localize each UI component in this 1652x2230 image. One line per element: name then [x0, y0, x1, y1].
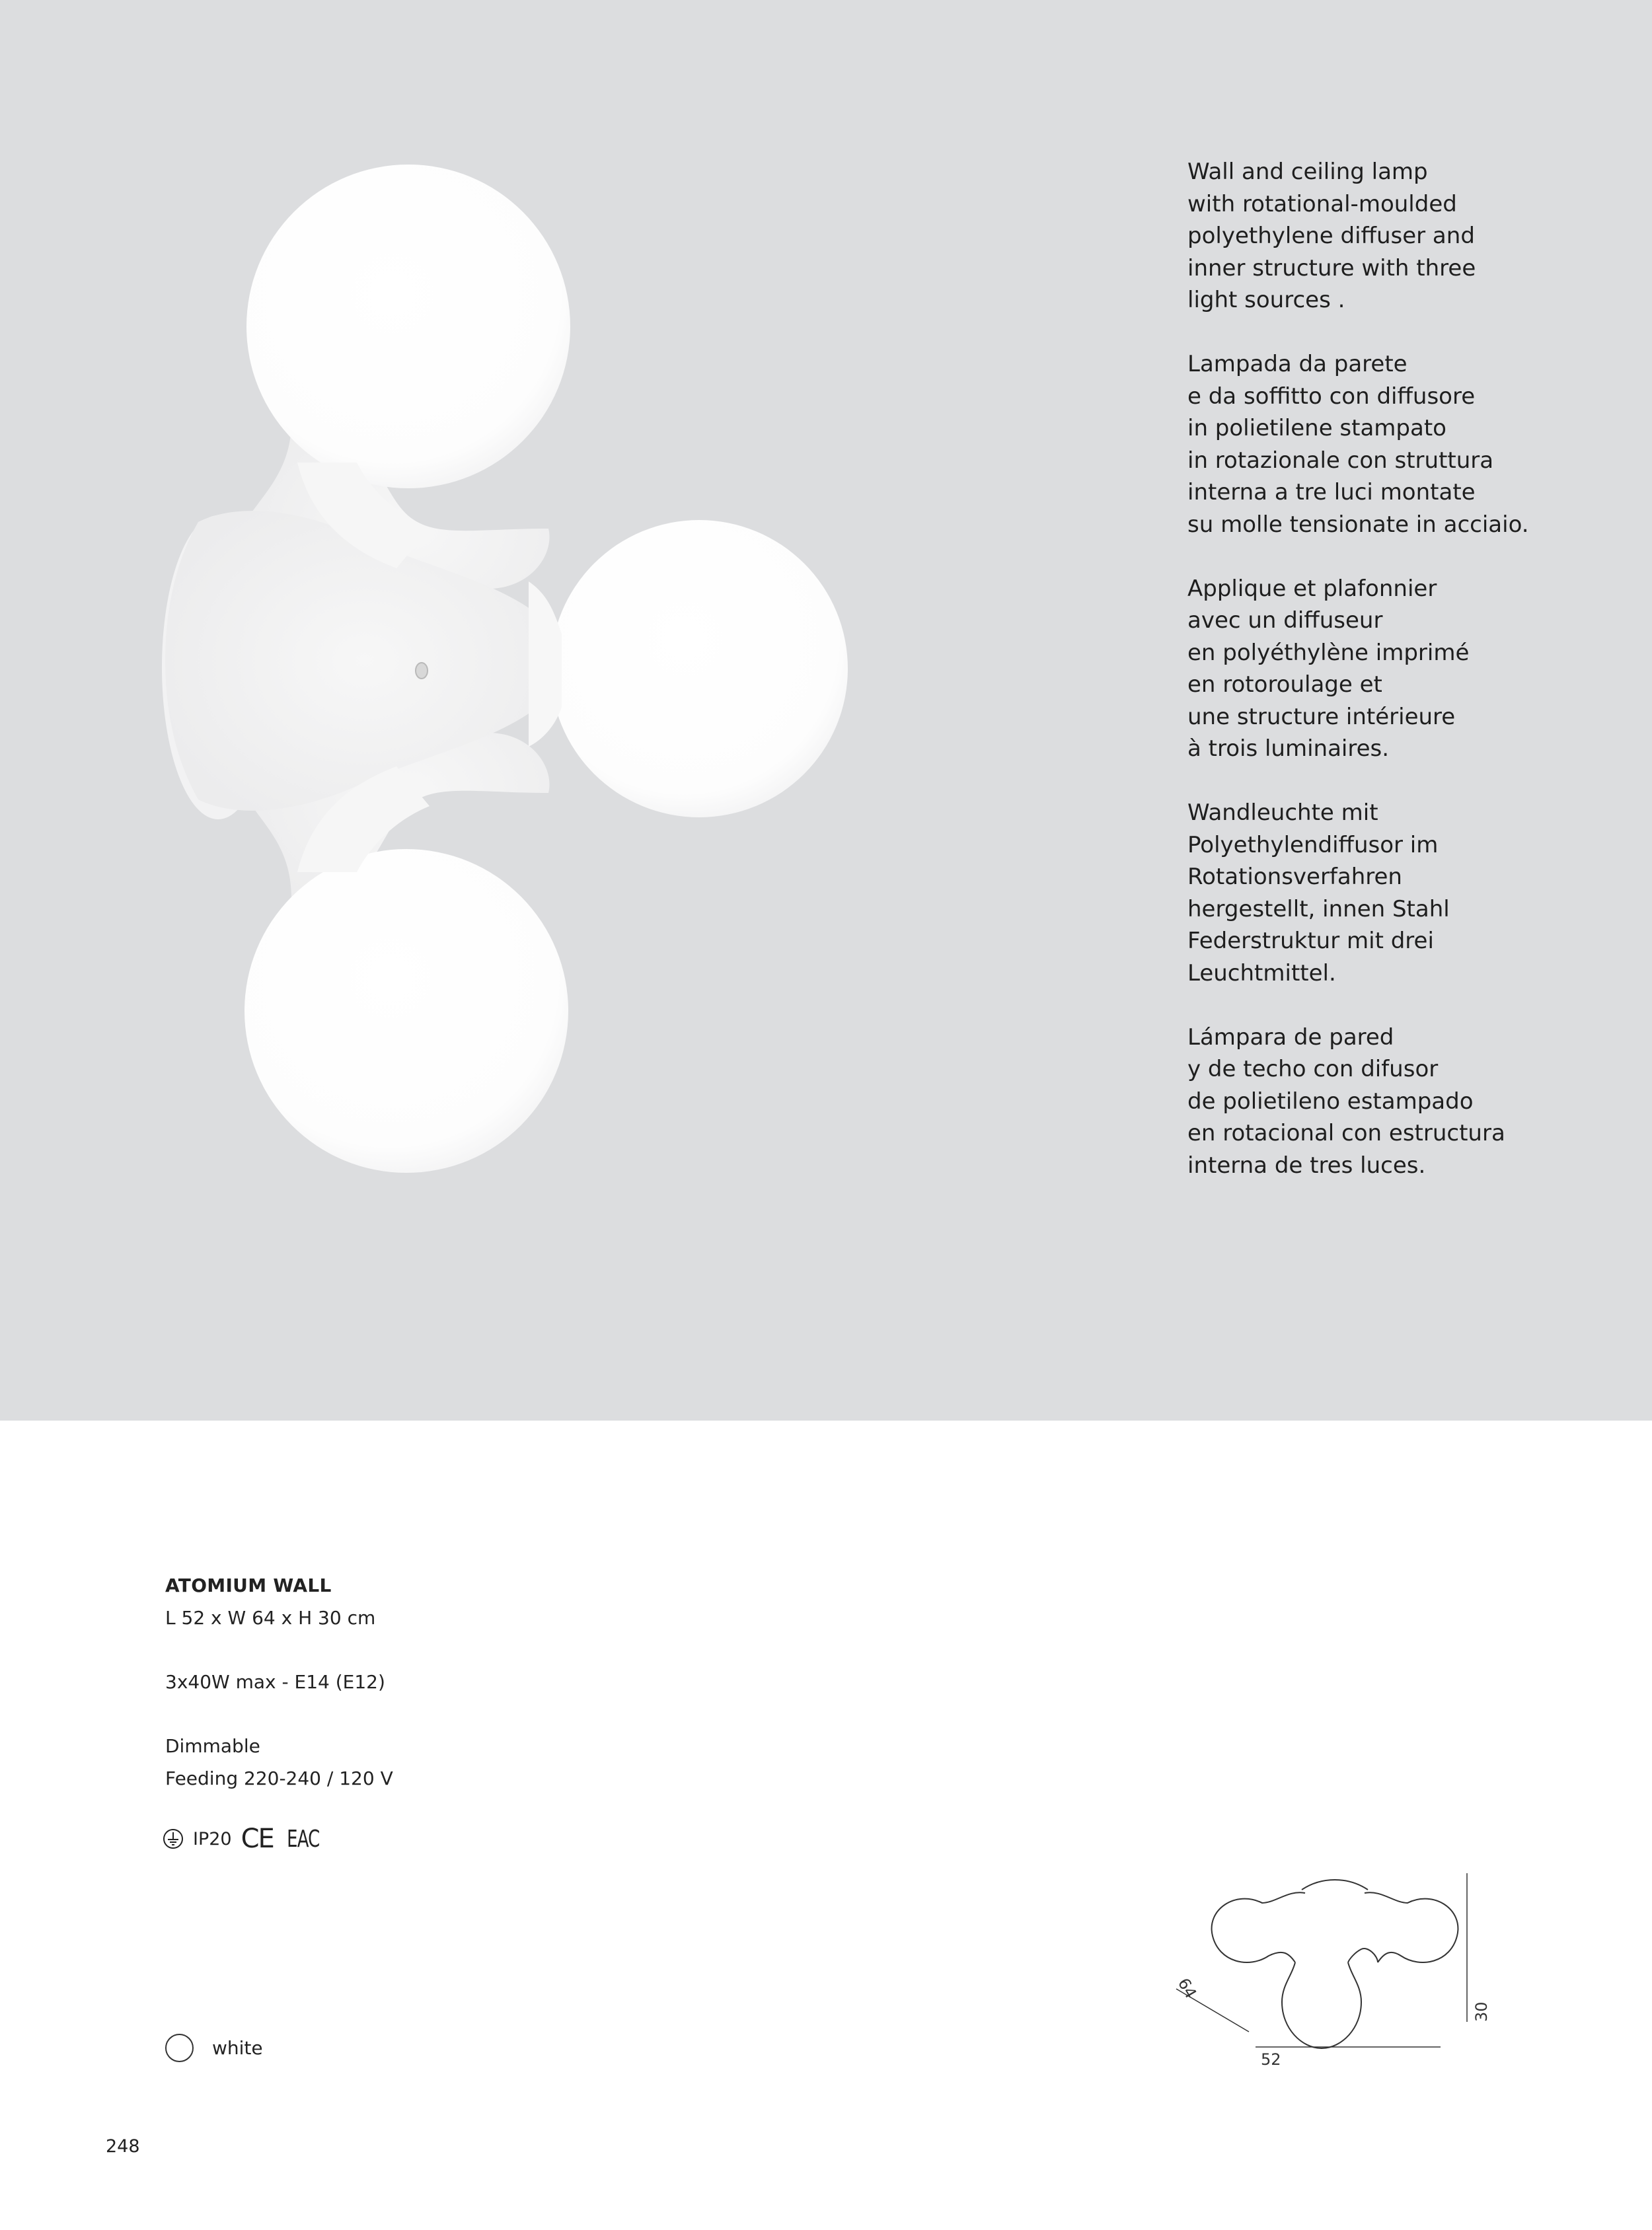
description-line: in polietilene stampato [1187, 415, 1446, 441]
description-de [1187, 797, 1617, 989]
depth-label: 64 [1174, 1975, 1201, 2002]
color-swatch-icon [165, 2034, 194, 2062]
description-line: avec un diffuseur [1187, 607, 1383, 634]
description-line: interna de tres luces. [1187, 1152, 1426, 1179]
product-dimensions: L 52 x W 64 x H 30 cm [165, 1607, 376, 1629]
width-label: 52 [1261, 2050, 1281, 2069]
description-line: in rotazionale con struttura [1187, 447, 1494, 474]
description-line: su molle tensionate in acciaio. [1187, 511, 1529, 538]
ip-rating: IP20 [193, 1828, 232, 1849]
description-line: e da soffitto con diffusore [1187, 383, 1476, 410]
color-label: white [212, 2037, 263, 2059]
description-line: Polyethylendiffusor im [1187, 831, 1439, 858]
description-line: en rotoroulage et [1187, 671, 1382, 698]
product-power: 3x40W max - E14 (E12) [165, 1671, 385, 1693]
earth-ground-icon [163, 1828, 184, 1849]
product-feeding: Feeding 220-240 / 120 V [165, 1767, 393, 1789]
description-line: interna a tre luci montate [1187, 479, 1476, 505]
certification-marks [163, 1824, 323, 1854]
description-line: en rotacional con estructura [1187, 1120, 1505, 1146]
ce-mark-icon: CE [241, 1824, 274, 1854]
color-option [165, 2034, 263, 2062]
description-line: une structure intérieure [1187, 703, 1456, 730]
description-line: en polyéthylène imprimé [1187, 639, 1470, 666]
description-line: Lámpara de pared [1187, 1023, 1394, 1051]
product-dimmable: Dimmable [165, 1735, 260, 1757]
description-line: Leuchtmittel. [1187, 959, 1336, 986]
product-specs [165, 1569, 393, 1795]
description-line: with rotational-moulded [1187, 190, 1457, 217]
description-line: Federstruktur mit drei [1187, 928, 1434, 954]
description-line: Lampada da parete [1187, 351, 1408, 377]
description-line: polyethylene diffuser and [1187, 223, 1475, 249]
description-it [1187, 348, 1617, 540]
description-line: de polietileno estampado [1187, 1088, 1474, 1115]
description-line: y de techo con difusor [1187, 1056, 1439, 1082]
description-fr [1187, 573, 1617, 765]
lamp-photo [0, 0, 925, 1421]
description-line: Applique et plafonnier [1187, 575, 1437, 602]
product-name: ATOMIUM WALL [165, 1575, 332, 1596]
dimension-drawing [1150, 1863, 1520, 2075]
description-line: Wall and ceiling lamp [1187, 159, 1428, 185]
eac-mark-icon: EAC [286, 1825, 320, 1853]
description-line: à trois luminaires. [1187, 735, 1390, 762]
page-number: 248 [106, 2136, 140, 2157]
description-line: Rotationsverfahren [1187, 864, 1402, 890]
description-line: hergestellt, innen Stahl [1187, 895, 1450, 922]
description-en [1187, 156, 1617, 316]
description-line: inner structure with three [1187, 254, 1476, 281]
description-line: light sources . [1187, 287, 1345, 313]
product-description [1187, 156, 1617, 1214]
description-line: Wandleuchte mit [1187, 799, 1378, 826]
description-es [1187, 1022, 1617, 1182]
height-label: 30 [1472, 2001, 1491, 2022]
